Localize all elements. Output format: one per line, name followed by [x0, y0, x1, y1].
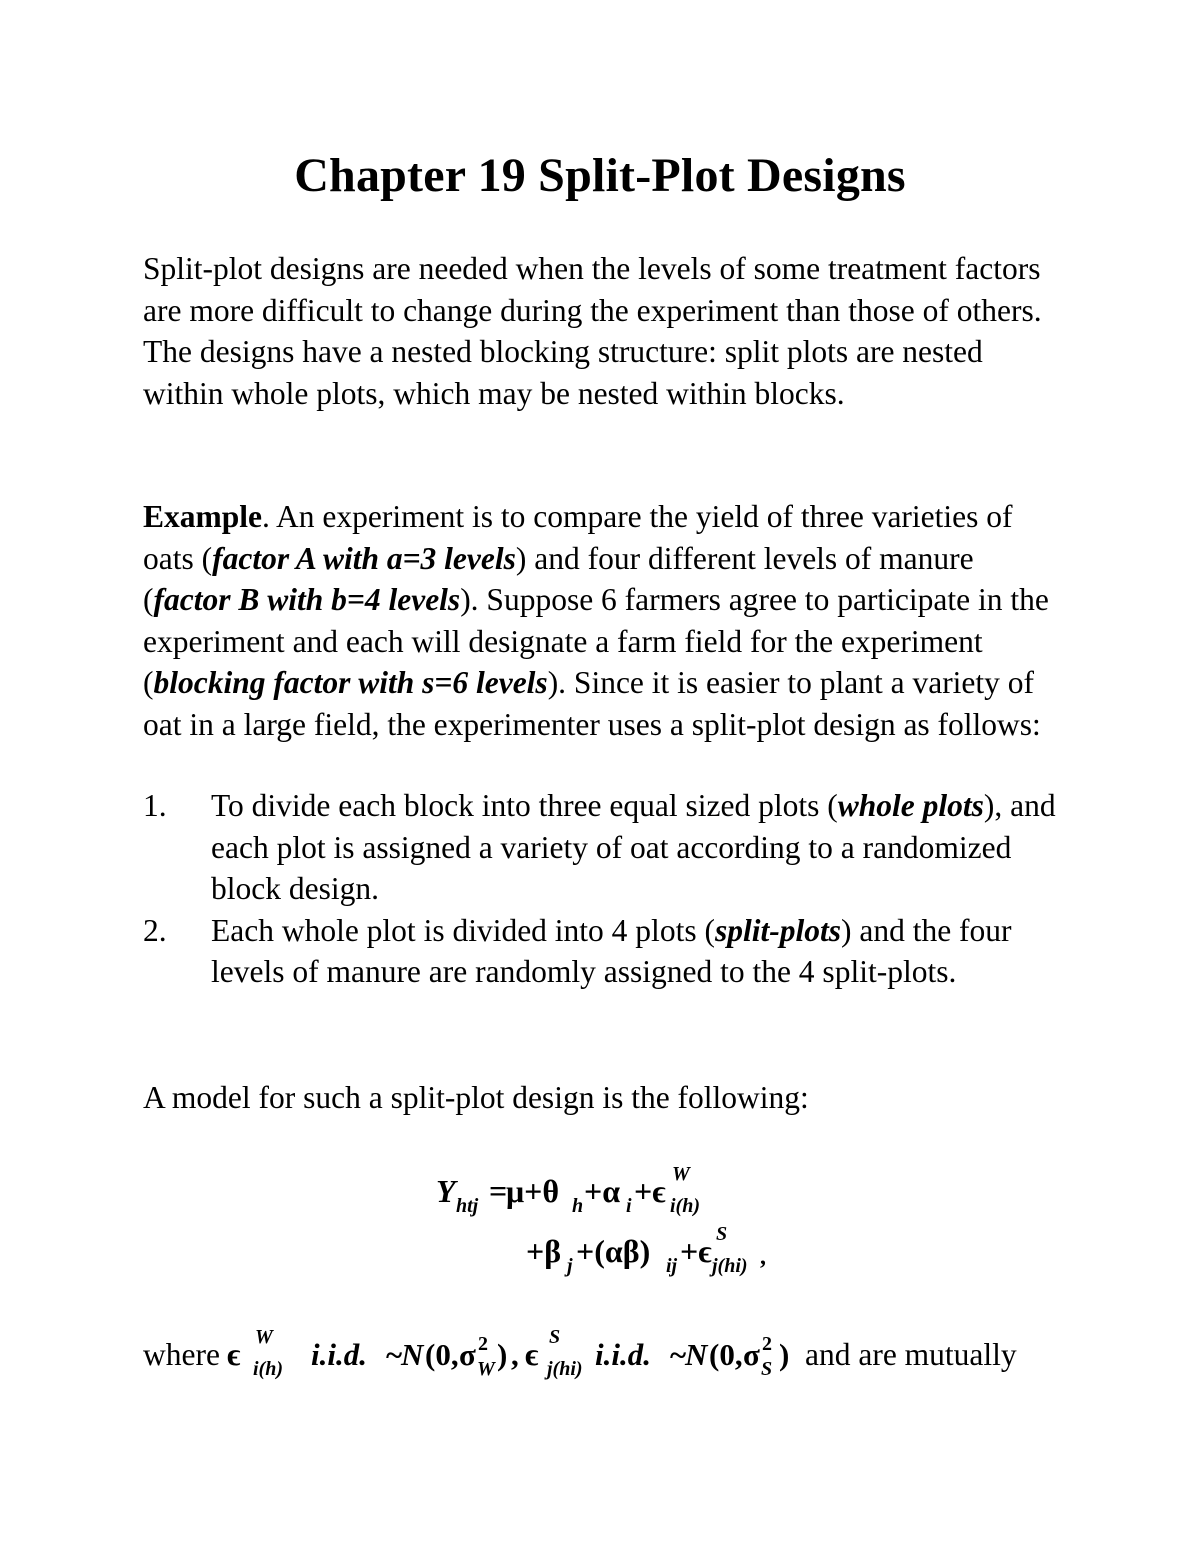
eq-y-sub: htj: [456, 1195, 479, 1217]
factor-b-emphasis: factor B with b=4 levels: [153, 582, 461, 617]
where-open-1: (0,: [425, 1337, 459, 1372]
where-sigma-1: σ: [459, 1337, 476, 1372]
example-text-1: . An experiment is to compare the yield of three varieties of oats (: [143, 499, 1013, 576]
where-eps2: ϵ: [525, 1336, 539, 1372]
where-sq-2: 2: [762, 1333, 772, 1355]
where-tail: and are mutually: [805, 1337, 1017, 1372]
where-word: where: [143, 1337, 220, 1372]
where-iid-1: i.i.d.: [311, 1337, 367, 1372]
where-eps1-sup: W: [255, 1326, 273, 1348]
example-label: Example: [143, 499, 263, 534]
intro-paragraph: Split-plot designs are needed when the levels of some treatment factors are more difficult to change during the experiment than those of others. The designs have a nested blocking structure: split plots are nested within whole plots, which may be nested within blocks.: [143, 251, 1042, 411]
eq-mu-theta: μ+θ: [506, 1173, 560, 1209]
where-eps2-sup: S: [549, 1326, 561, 1348]
where-tilde-1: ~: [386, 1337, 403, 1372]
where-eps2-sub: j(hi): [547, 1358, 583, 1380]
page-title: Chapter 19 Split-Plot Designs: [294, 149, 906, 202]
eq-y: Y: [436, 1173, 456, 1209]
eq-beta-sub: j: [567, 1255, 573, 1277]
eq-eps2-sub: j(hi): [712, 1255, 748, 1277]
eq-eps1: +ϵ: [634, 1173, 666, 1209]
where-iid-2: i.i.d.: [595, 1337, 651, 1372]
list-emphasis: whole plots: [837, 788, 984, 823]
where-eps1-sub: i(h): [253, 1358, 283, 1380]
where-close-1: ): [497, 1337, 508, 1372]
where-sq-1: 2: [478, 1333, 488, 1355]
eq-eps2: +ϵ: [680, 1233, 712, 1269]
list-number: 2.: [143, 912, 167, 948]
example-text-3: ). Suppose 6 farmers agree to participate in the experiment and each will designate a farm field for the experiment (: [143, 582, 1049, 700]
example-paragraph: [143, 496, 1063, 745]
where-sep: ,: [511, 1337, 519, 1372]
eq-eps1-sup: W: [672, 1163, 690, 1185]
eq-theta-sub: h: [572, 1195, 584, 1217]
model-equation: [0, 1160, 1200, 1300]
where-n-1: N: [401, 1337, 424, 1372]
list-emphasis: split-plots: [714, 912, 841, 948]
list-text: Each whole plot is divided into 4 plots (: [211, 912, 715, 948]
where-eps1: ϵ: [227, 1336, 241, 1372]
list-number: 1.: [143, 788, 167, 823]
eq-alphabeta: +(αβ): [576, 1233, 651, 1269]
where-close-2: ): [779, 1337, 790, 1372]
where-clause: [143, 1318, 1063, 1398]
list-item: [143, 910, 1063, 993]
list-text: To divide each block into three equal sized plots (: [211, 788, 838, 823]
eq-alpha-sub: i: [626, 1195, 632, 1217]
where-sigma-2: σ: [743, 1337, 760, 1372]
design-steps-list: [143, 785, 1063, 993]
list-text: ) and the four levels of manure are randomly assigned to the 4 split-plots.: [211, 912, 1012, 989]
where-ss: S: [761, 1358, 773, 1380]
eq-eps2-sup: S: [716, 1223, 728, 1245]
eq-beta: +β: [526, 1233, 562, 1269]
where-tilde-2: ~: [670, 1337, 687, 1372]
eq-comma: ,: [760, 1244, 766, 1270]
eq-eps1-sub: i(h): [670, 1195, 700, 1217]
example-text-2: ) and four different levels of manure (: [143, 540, 974, 617]
list-text: ), and each plot is assigned a variety of oat according to a randomized block design.: [211, 788, 1056, 906]
eq-equals: =: [489, 1173, 508, 1209]
eq-alphabeta-sub: ij: [666, 1255, 678, 1277]
where-sw: W: [477, 1358, 495, 1380]
model-intro: A model for such a split-plot design is the following:: [143, 1080, 809, 1115]
where-open-2: (0,: [709, 1337, 743, 1372]
eq-alpha: +α: [584, 1173, 621, 1209]
where-n-2: N: [685, 1337, 708, 1372]
factor-a-emphasis: factor A with a=3 levels: [212, 540, 516, 576]
list-item: [143, 785, 1063, 910]
example-text-4: ). Since it is easier to plant a variety of oat in a large field, the experimenter uses a split-plot design as follows:: [143, 665, 1041, 742]
blocking-factor-emphasis: blocking factor with s=6 levels: [153, 665, 548, 700]
